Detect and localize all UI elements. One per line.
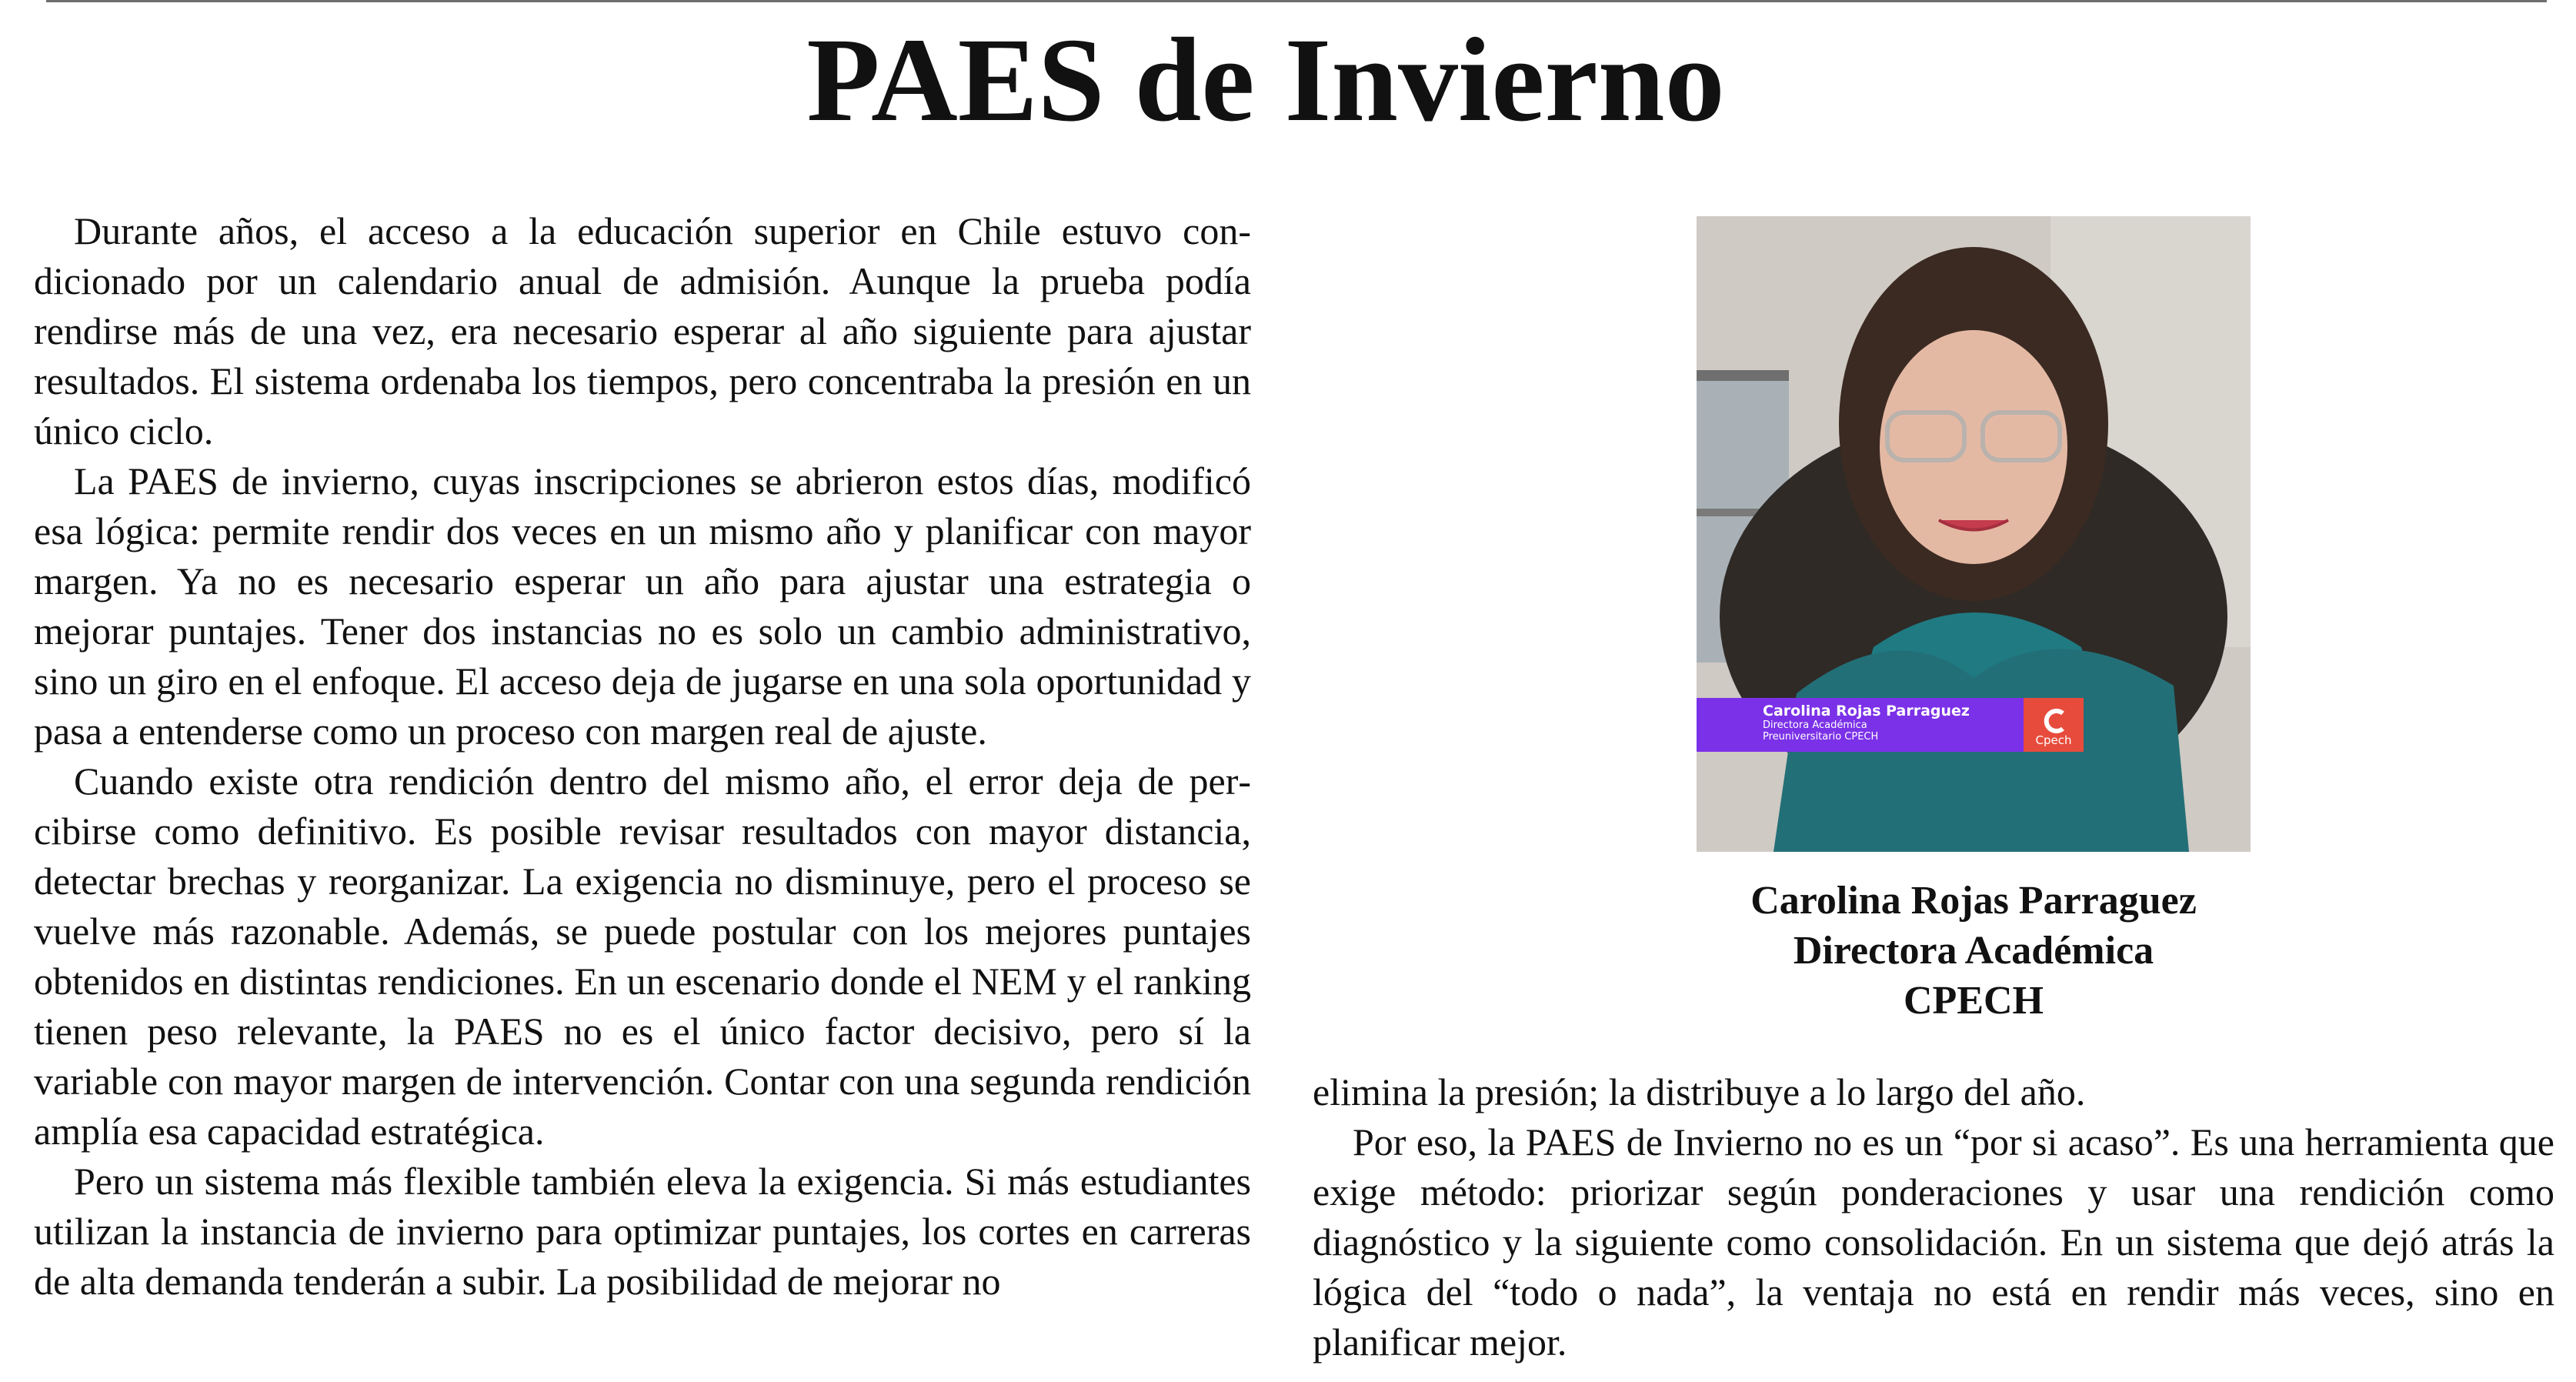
- overlay-organization: Preuniversitario CPECH: [1763, 731, 1879, 743]
- headline: PAES de Invierno: [806, 13, 1725, 146]
- paragraph-continuation: elimina la presión; la distribuye a lo largo del año.: [1313, 1070, 2086, 1113]
- photo-caption: [1573, 876, 2374, 1026]
- caption-name: Carolina Rojas Parraguez: [1750, 879, 2197, 923]
- cpech-logo: [2024, 698, 2084, 752]
- paragraph: Pero un sistema más flexible también eleva la exigencia. Si más estudiantes utilizan la instancia de invierno para optimizar puntajes, los cortes en carreras de alta demanda tenderán a subir. La posibilidad de mejorar no: [34, 1160, 1251, 1303]
- author-portrait-illustration: [1697, 216, 2251, 852]
- paragraph: Cuando existe otra rendición dentro del mismo año, el error deja de percibirse como definitivo. Es posible revisar resultados con mayor distancia, detectar brechas y reorganizar. La exigencia no disminuye, pero el proceso se vuelve más razonable. Además, se puede postular con los mejores puntajes obtenidos en distintas rendiciones. En un escenario donde el NEM y el ranking tienen peso relevante, la PAES no es el único factor decisivo, pero sí la variable con mayor margen de intervención. Contar con una segunda rendición amplía esa capacidad estratégica.: [34, 759, 1251, 1153]
- author-photo: [1697, 216, 2251, 852]
- caption-organization: CPECH: [1904, 979, 2044, 1023]
- paragraph: Por eso, la PAES de Invierno no es un “por si acaso”. Es una herramienta que exige método: priorizar según ponderaciones y usar una rendición como diagnóstico y la siguiente como consolidación. En un sistema que dejó atrás la lógica del “todo o nada”, la ventaja no está en rendir más veces, sino en planificar mejor.: [1313, 1120, 2554, 1364]
- article-column-right: [1313, 1067, 2554, 1367]
- overlay-role: Directora Académica: [1763, 719, 1867, 731]
- paragraph: La PAES de invierno, cuyas inscripciones se abrieron estos días, modificó esa lógica: permite rendir dos veces en un mismo año y planificar con mayor margen. Ya no es necesario esperar un año para ajustar una estrategia o mejorar puntajes. Tener dos instancias no es solo un cambio administrativo, sino un giro en el enfoque. El acceso deja de jugarse en una sola oportunidad y pasa a entenderse como un proceso con margen real de ajuste.: [34, 459, 1251, 753]
- overlay-name: Carolina Rojas Parraguez: [1763, 703, 1970, 719]
- paragraph: Durante años, el acceso a la educación superior en Chile estuvo condicionado por un calendario anual de admisión. Aunque la prueba podía rendirse más de una vez, era necesario esperar al año siguiente para ajustar resultados. El sistema ordenaba los tiempos, pero concentraba la presión en un único ciclo.: [34, 209, 1251, 452]
- photo-name-overlay: [1697, 698, 2058, 752]
- top-rule: [46, 0, 2547, 2]
- article-column-left: [34, 206, 1251, 1307]
- caption-title: Directora Académica: [1793, 929, 2154, 973]
- cpech-logo-text: Cpech: [2035, 733, 2072, 747]
